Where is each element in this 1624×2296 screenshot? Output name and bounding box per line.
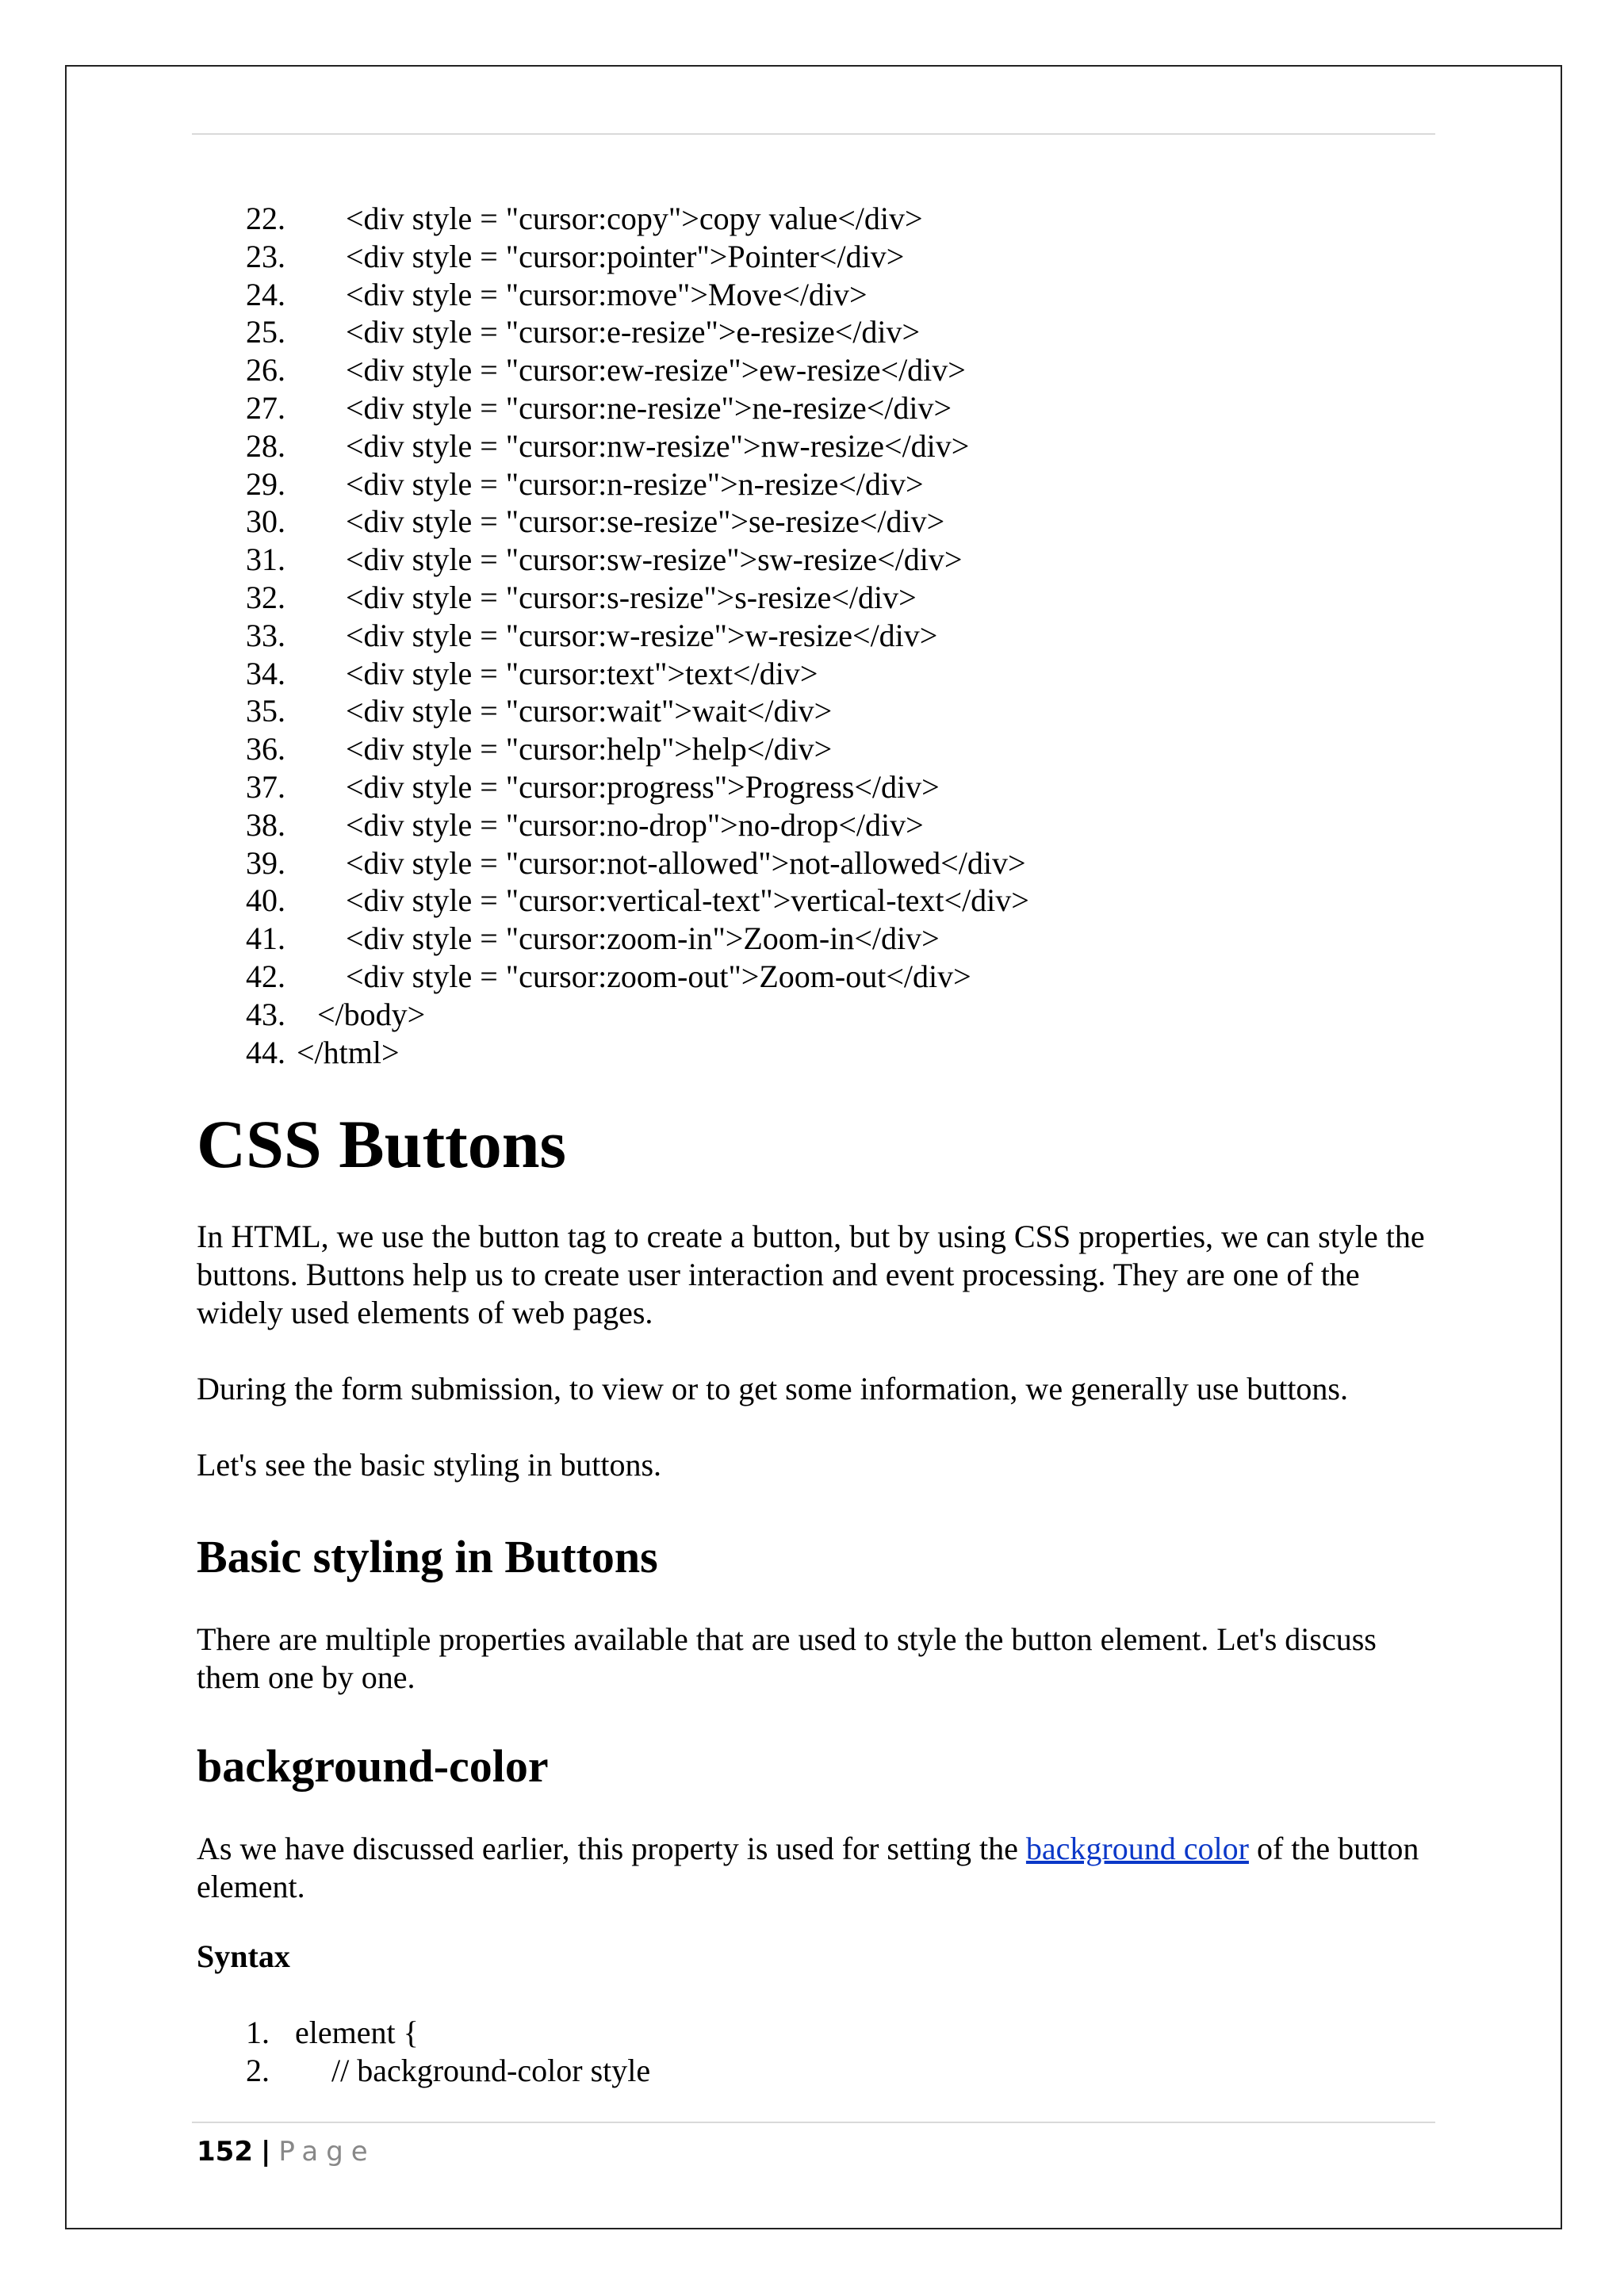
- page-footer: [197, 2133, 376, 2171]
- footer-separator: |: [260, 2136, 271, 2168]
- code-line-text: <div style = "cursor:ew-resize">ew-resize</div>: [346, 352, 966, 388]
- code-line-text: <div style = "cursor:text">text</div>: [346, 656, 818, 691]
- code-line-text: <div style = "cursor:move">Move</div>: [346, 277, 868, 312]
- syntax-label: Syntax: [197, 1938, 290, 1974]
- heading-css-buttons: CSS Buttons: [197, 1106, 567, 1182]
- code-line-number: 37.: [246, 769, 285, 805]
- intro-paragraph: In HTML, we use the button tag to create a button, but by using CSS properties, we can style the buttons. Buttons help us to create user interaction and event processing. They are one of the widely used elements of web pages.: [197, 1219, 1425, 1330]
- code-line-number: 29.: [246, 466, 285, 502]
- basic-paragraph: Let's see the basic styling in buttons.: [197, 1447, 662, 1483]
- code-line-number: 40.: [246, 882, 285, 918]
- code-line-text: <div style = "cursor:zoom-out">Zoom-out</div>: [346, 959, 971, 994]
- page-label: Page: [278, 2136, 376, 2168]
- code-line-text: <div style = "cursor:copy">copy value</div>: [346, 201, 923, 236]
- code-line-text: <div style = "cursor:w-resize">w-resize</div>: [346, 618, 938, 653]
- code-line-number: 42.: [246, 959, 285, 994]
- code-line-number: 38.: [246, 807, 285, 843]
- syntax-line-number: 1.: [246, 2015, 270, 2050]
- code-line-text: <div style = "cursor:vertical-text">vertical-text</div>: [346, 882, 1029, 918]
- code-line-number: 35.: [246, 693, 285, 729]
- background-paragraph-text-before: As we have discussed earlier, this property is used for setting the: [197, 1831, 1026, 1866]
- syntax-line-text: // background-color style: [331, 2053, 651, 2088]
- code-line-text: <div style = "cursor:ne-resize">ne-resize</div>: [346, 390, 952, 426]
- form-paragraph: During the form submission, to view or to get some information, we generally use buttons.: [197, 1371, 1348, 1406]
- code-line-text: <div style = "cursor:not-allowed">not-allowed</div>: [346, 845, 1026, 881]
- syntax-line-text: element {: [295, 2015, 419, 2050]
- code-line-number: 28.: [246, 428, 285, 464]
- code-line-number: 33.: [246, 618, 285, 653]
- code-line-number: 25.: [246, 314, 285, 350]
- code-line-text: <div style = "cursor:s-resize">s-resize</div>: [346, 580, 917, 615]
- code-line-number: 39.: [246, 845, 285, 881]
- code-line-number: 30.: [246, 503, 285, 539]
- code-line-number: 24.: [246, 277, 285, 312]
- code-line-number: 44.: [246, 1035, 285, 1070]
- code-line-text: <div style = "cursor:wait">wait</div>: [346, 693, 833, 729]
- code-line-number: 31.: [246, 541, 285, 577]
- code-line-number: 23.: [246, 239, 285, 274]
- footer-rule: [192, 2122, 1435, 2123]
- code-line-text: <div style = "cursor:help">help</div>: [346, 731, 833, 767]
- code-line-text: <div style = "cursor:nw-resize">nw-resize</div>: [346, 428, 970, 464]
- heading-basic-styling: Basic styling in Buttons: [197, 1531, 658, 1582]
- code-line-text: <div style = "cursor:se-resize">se-resize</div>: [346, 503, 945, 539]
- syntax-line-number: 2.: [246, 2053, 270, 2088]
- code-line-text: <div style = "cursor:n-resize">n-resize</div>: [346, 466, 924, 502]
- heading-background-color: background-color: [197, 1740, 549, 1792]
- code-line-text: <div style = "cursor:no-drop">no-drop</div>: [346, 807, 924, 843]
- properties-paragraph: There are multiple properties available that are used to style the button element. Let's discuss them one by one.: [197, 1621, 1377, 1695]
- code-line-number: 41.: [246, 920, 285, 956]
- code-line-number: 22.: [246, 201, 285, 236]
- code-line-text: <div style = "cursor:zoom-in">Zoom-in</div>: [346, 920, 940, 956]
- code-line-text: </body>: [317, 997, 426, 1032]
- code-line-number: 36.: [246, 731, 285, 767]
- code-line-text: <div style = "cursor:sw-resize">sw-resize</div>: [346, 541, 963, 577]
- header-rule: [192, 133, 1435, 135]
- code-line-number: 43.: [246, 997, 285, 1032]
- code-line-number: 34.: [246, 656, 285, 691]
- code-line-text: <div style = "cursor:progress">Progress</div>: [346, 769, 940, 805]
- code-line-number: 26.: [246, 352, 285, 388]
- code-line-text: <div style = "cursor:e-resize">e-resize</div>: [346, 314, 921, 350]
- code-line-number: 32.: [246, 580, 285, 615]
- background-paragraph-text-after: of the button element.: [197, 1831, 1419, 1904]
- background-paragraph: [197, 1830, 1442, 1906]
- page-number: 152: [197, 2136, 253, 2168]
- code-line-text: </html>: [297, 1035, 400, 1070]
- code-line-text: <div style = "cursor:pointer">Pointer</div>: [346, 239, 905, 274]
- code-line-number: 27.: [246, 390, 285, 426]
- background-color-link[interactable]: background color: [1025, 1831, 1249, 1866]
